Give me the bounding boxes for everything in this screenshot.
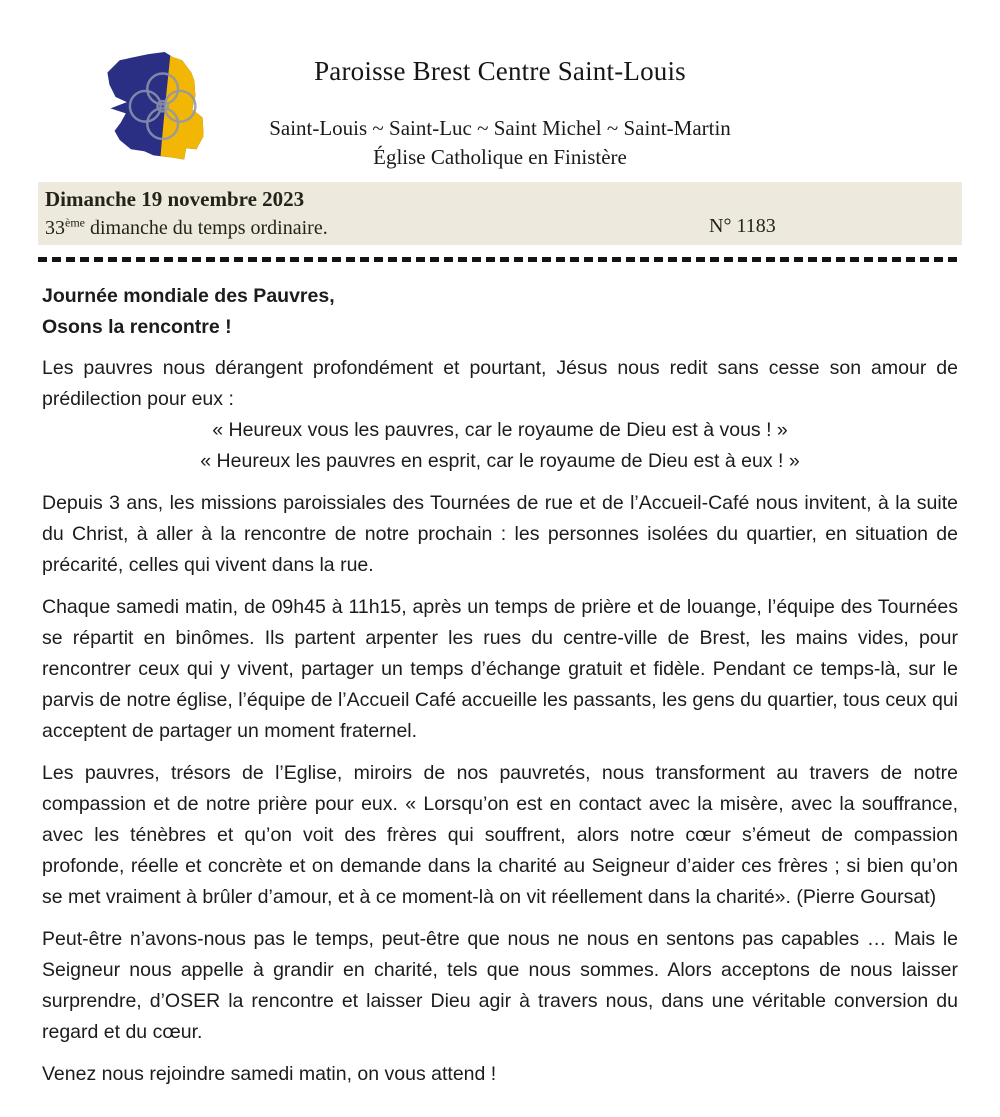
parish-title: Paroisse Brest Centre Saint-Louis [314,56,686,86]
article-paragraph: Les pauvres, trésors de l’Eglise, miroirs de nos pauvretés, nous transforment au travers de notre compassion et de notre prière pour eux. « Lorsqu’on est en contact avec la misère, avec la souffrance, avec les ténèbres et qu’on voit des frères qui souffrent, alors notre cœur s’émeut de compassion profonde, réelle et concrète et on demande dans la charité au Seigneur d’aider ces frères ; si bien qu’on se met vraiment à brûler d’amour, et à ce moment-là on vit réellement dans la charité». (Pierre Goursat) [42,762,958,908]
diocese-line: Église Catholique en Finistère [373,145,627,169]
bulletin-article [42,281,958,1090]
article-paragraph: Les pauvres nous dérangent profondément et pourtant, Jésus nous redit sans cesse son amour de prédilection pour eux : [42,357,958,410]
issue-number: N° 1183 [709,215,776,237]
article-paragraph: Chaque samedi matin, de 09h45 à 11h15, après un temps de prière et de louange, l’équipe des Tournées se répartit en binômes. Ils partent arpenter les rues du centre-ville de Brest, les mains vides, pour rencontrer ceux qui y vivent, partager un temps d’échange gratuit et fidèle. Pendant ce temps-là, sur le parvis de notre église, l’équipe de l’Accueil Café accueille les passants, les gens du quartier, tous ceux qui acceptent de partager un moment fraternel. [42,596,958,742]
date-banner [38,182,962,245]
article-paragraph: Depuis 3 ans, les missions paroissiales des Tournées de rue et de l’Accueil-Café nous invitent, à la suite du Christ, à aller à la rencontre de notre prochain : les personnes isolées du quartier, en situation de précarité, celles qui vivent dans la rue. [42,492,958,576]
closing-invitation: Venez nous rejoindre samedi matin, on vous attend ! [42,1063,497,1085]
beatitude-quote: « Heureux vous les pauvres, car le royaume de Dieu est à vous ! » [212,419,788,441]
date-banner-row2 [45,215,954,240]
dashed-divider [38,257,962,262]
bulletin-date: Dimanche 19 novembre 2023 [45,187,305,211]
liturgical-week: 33ème dimanche du temps ordinaire. [45,215,328,239]
article-title-line2: Osons la rencontre ! [42,316,232,338]
parish-churches: Saint-Louis ~ Saint-Luc ~ Saint Michel ~ Saint-Martin [269,116,731,140]
article-paragraph: Peut-être n’avons-nous pas le temps, peut-être que nous ne nous en sentons pas capables … Mais le Seigneur nous appelle à grandir en charité, tels que nous sommes. Alors acceptons de nous laisser surprendre, d’OSER la rencontre et laisser Dieu agir à travers nous, dans une véritable conversion du regard et du cœur. [42,928,958,1043]
article-title [42,281,958,343]
article-title-line1: Journée mondiale des Pauvres, [42,285,335,307]
beatitude-quote: « Heureux les pauvres en esprit, car le royaume de Dieu est à eux ! » [200,450,800,472]
